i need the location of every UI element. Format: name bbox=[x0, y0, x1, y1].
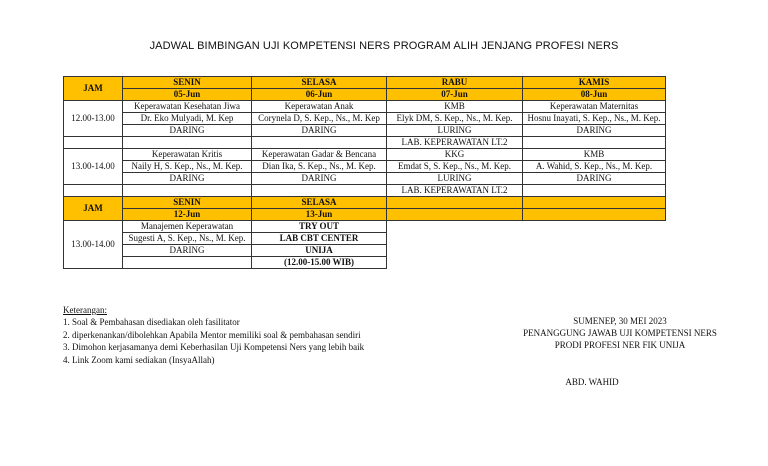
note-item: 2. diperkenankan/dibolehkan Apabila Mentor memiliki soal & pembahasan sendiri bbox=[63, 329, 361, 340]
date-header: 05-Jun bbox=[123, 89, 252, 101]
jam-header: JAM bbox=[64, 197, 123, 221]
empty-header bbox=[523, 209, 666, 221]
empty-header bbox=[523, 197, 666, 209]
table-row bbox=[64, 257, 666, 269]
mentor-cell: Dr. Eko Mulyadi, M. Kep bbox=[123, 113, 252, 125]
jam-header: JAM bbox=[64, 77, 123, 101]
subject-cell: Keperawatan Kritis bbox=[123, 149, 252, 161]
schedule-table bbox=[63, 76, 666, 269]
table-row bbox=[64, 125, 666, 137]
location-cell bbox=[523, 137, 666, 149]
day-header: SENIN bbox=[123, 77, 252, 89]
mode-cell: DARING bbox=[123, 173, 252, 185]
note-item: 3. Dimohon kerjasamanya demi Keberhasilan Uji Kompetensi Ners yang lebih baik bbox=[63, 342, 365, 353]
empty-cell bbox=[123, 257, 252, 269]
date-header: 13-Jun bbox=[252, 209, 387, 221]
mentor-cell: Emdat S, S. Kep., Ns., M. Kep. bbox=[387, 161, 523, 173]
location-cell: UNIJA bbox=[252, 245, 387, 257]
signature-place-date: SUMENEP, 30 MEI 2023 bbox=[573, 316, 667, 326]
empty-header bbox=[387, 197, 523, 209]
time-cell: 13.00-14.00 bbox=[64, 221, 123, 269]
day-header: SELASA bbox=[252, 77, 387, 89]
mode-cell: LURING bbox=[387, 173, 523, 185]
table-row bbox=[64, 221, 666, 233]
date-header: 12-Jun bbox=[123, 209, 252, 221]
week1-date-row bbox=[64, 89, 666, 101]
table-row bbox=[64, 233, 666, 245]
week1-header-row bbox=[64, 77, 666, 89]
subject-cell: Manajemen Keperawatan bbox=[123, 221, 252, 233]
empty-cell bbox=[64, 185, 123, 197]
location-cell: LAB CBT CENTER bbox=[252, 233, 387, 245]
day-header: RABU bbox=[387, 77, 523, 89]
table-row bbox=[64, 137, 666, 149]
subject-cell: KKG bbox=[387, 149, 523, 161]
subject-cell: KMB bbox=[523, 149, 666, 161]
signature-name: ABD. WAHID bbox=[565, 377, 619, 387]
mode-cell: DARING bbox=[123, 245, 252, 257]
table-row bbox=[64, 245, 666, 257]
mode-cell: DARING bbox=[252, 125, 387, 137]
mode-cell: LURING bbox=[387, 125, 523, 137]
time-note-cell: (12.00-15.00 WIB) bbox=[252, 257, 387, 269]
day-header: SELASA bbox=[252, 197, 387, 209]
location-cell bbox=[123, 137, 252, 149]
mentor-cell: Hosnu Inayati, S. Kep., Ns., M. Kep. bbox=[523, 113, 666, 125]
note-item: 4. Link Zoom kami sediakan (InsyaAllah) bbox=[63, 354, 215, 365]
location-cell: LAB. KEPERAWATAN LT.2 bbox=[387, 185, 523, 197]
page-title: JADWAL BIMBINGAN UJI KOMPETENSI NERS PROGRAM ALIH JENJANG PROFESI NERS bbox=[149, 40, 619, 52]
subject-cell: Keperawatan Gadar & Bencana bbox=[252, 149, 387, 161]
notes-heading: Keterangan: bbox=[63, 305, 107, 315]
subject-cell: Keperawatan Kesehatan Jiwa bbox=[123, 101, 252, 113]
week2-date-row bbox=[64, 209, 666, 221]
empty-cell bbox=[64, 137, 123, 149]
signature-role: PENANGGUNG JAWAB UJI KOMPETENSI NERS bbox=[523, 328, 717, 338]
subject-cell: Keperawatan Anak bbox=[252, 101, 387, 113]
mentor-cell: Naily H, S. Kep., Ns., M. Kep. bbox=[123, 161, 252, 173]
mode-cell: DARING bbox=[252, 173, 387, 185]
location-cell bbox=[123, 185, 252, 197]
table-row bbox=[64, 149, 666, 161]
time-cell: 12.00-13.00 bbox=[64, 101, 123, 137]
date-header: 07-Jun bbox=[387, 89, 523, 101]
location-cell: LAB. KEPERAWATAN LT.2 bbox=[387, 137, 523, 149]
subject-cell: TRY OUT bbox=[252, 221, 387, 233]
empty-header bbox=[387, 209, 523, 221]
mentor-cell: Elyk DM, S. Kep., Ns., M. Kep. bbox=[387, 113, 523, 125]
location-cell bbox=[252, 185, 387, 197]
table-row bbox=[64, 113, 666, 125]
mentor-cell: Dian Ika, S. Kep., Ns., M. Kep. bbox=[252, 161, 387, 173]
subject-cell: Keperawatan Maternitas bbox=[523, 101, 666, 113]
table-row bbox=[64, 173, 666, 185]
day-header: SENIN bbox=[123, 197, 252, 209]
mode-cell: DARING bbox=[123, 125, 252, 137]
week2-header-row bbox=[64, 197, 666, 209]
subject-cell: KMB bbox=[387, 101, 523, 113]
location-cell bbox=[523, 185, 666, 197]
mode-cell: DARING bbox=[523, 125, 666, 137]
date-header: 08-Jun bbox=[523, 89, 666, 101]
mentor-cell: Corynela D, S. Kep., Ns., M. Kep bbox=[252, 113, 387, 125]
mentor-cell: A. Wahid, S. Kep., Ns., M. Kep. bbox=[523, 161, 666, 173]
time-cell: 13.00-14.00 bbox=[64, 149, 123, 185]
table-row bbox=[64, 161, 666, 173]
table-row bbox=[64, 185, 666, 197]
date-header: 06-Jun bbox=[252, 89, 387, 101]
table-row bbox=[64, 101, 666, 113]
mode-cell: DARING bbox=[523, 173, 666, 185]
location-cell bbox=[252, 137, 387, 149]
mentor-cell: Sugesti A, S. Kep., Ns., M. Kep. bbox=[123, 233, 252, 245]
notes-section bbox=[63, 304, 364, 366]
day-header: KAMIS bbox=[523, 77, 666, 89]
signature-unit: PRODI PROFESI NER FIK UNIJA bbox=[554, 340, 686, 350]
note-item: 1. Soal & Pembahasan disediakan oleh fasilitator bbox=[63, 317, 240, 328]
